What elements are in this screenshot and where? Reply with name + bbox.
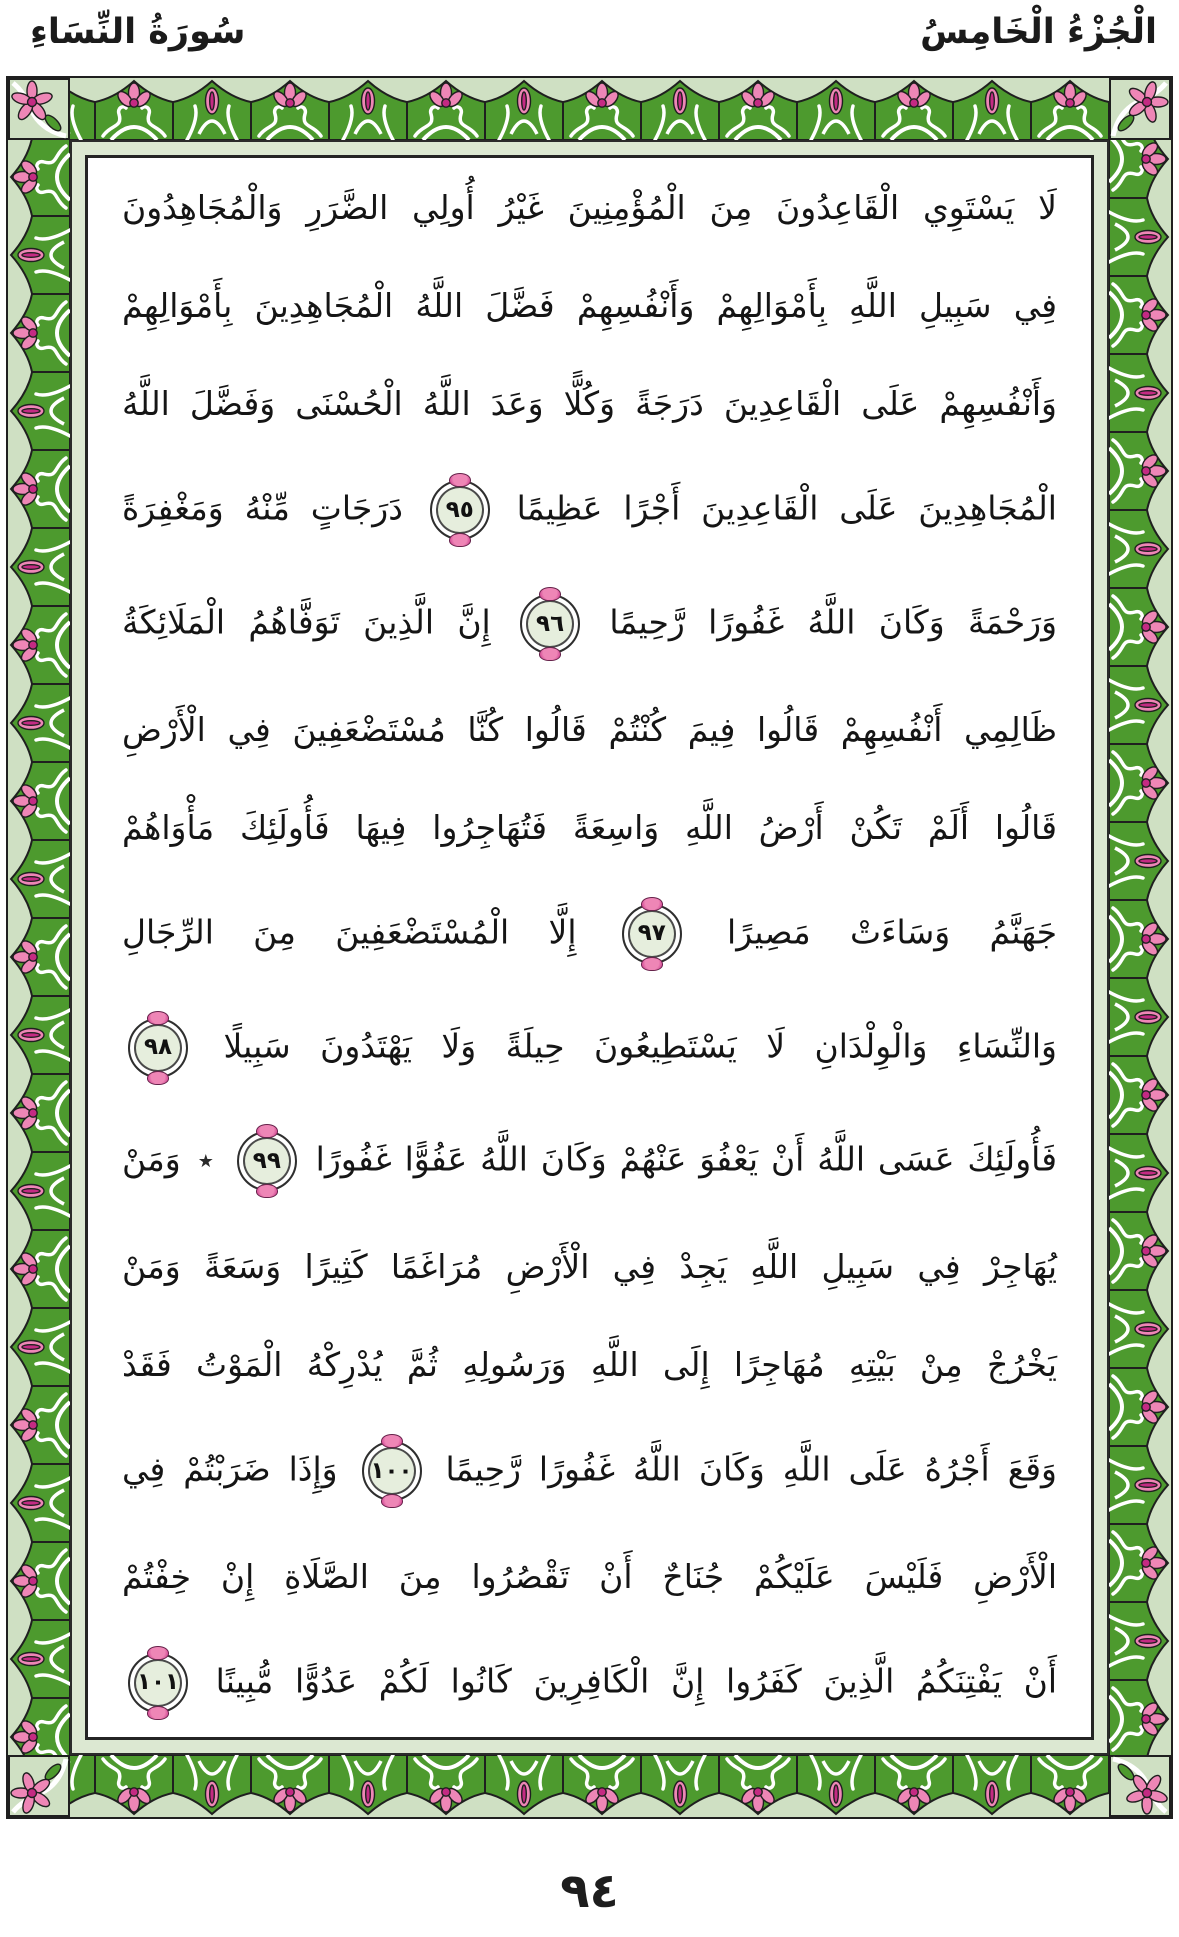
border-vine-flower-tile <box>1109 276 1171 354</box>
pink-bud-icon <box>1135 1478 1161 1491</box>
ayah-text: فَأُولَئِكَ عَسَى اللَّهُ أَنْ يَعْفُوَ عَنْهُمْ وَكَانَ اللَّهُ عَفُوًّا غَفُورًا <box>315 1139 1057 1179</box>
quran-line <box>122 708 1057 753</box>
border-strip-top <box>70 78 1109 140</box>
inner-margin-frame <box>70 140 1109 1755</box>
border-vine-bud-tile <box>8 840 70 918</box>
border-vine-bud-tile <box>329 1755 407 1817</box>
corner-ornament-bottom-left <box>8 1755 70 1817</box>
border-vine-flower-tile <box>95 78 173 140</box>
border-vine-flower-tile <box>95 1755 173 1817</box>
border-vine-flower-tile <box>875 78 953 140</box>
pink-bud-icon <box>986 88 999 114</box>
pink-bud-icon <box>1135 698 1161 711</box>
border-vine-bud-tile <box>1109 1602 1171 1680</box>
pink-bud-icon <box>206 88 219 114</box>
pink-bud-icon <box>674 1781 687 1807</box>
verse-number-badge: ١٠١ <box>128 1653 188 1713</box>
ayah-text: وَقَعَ أَجْرُهُ عَلَى اللَّهِ وَكَانَ اللَّهُ غَفُورًا رَّحِيمًا <box>445 1449 1057 1489</box>
border-vine-bud-tile <box>8 216 70 294</box>
border-vine-flower-tile <box>8 450 70 528</box>
pink-bud-icon <box>830 1781 843 1807</box>
border-vine-flower-tile <box>407 1755 485 1817</box>
ayah-text: إِنَّ الَّذِينَ تَوَفَّاهُمُ الْمَلَائِكَةُ <box>122 602 491 642</box>
ayah-text: دَرَجَاتٍ مِّنْهُ وَمَغْفِرَةً <box>122 488 403 528</box>
border-vine-flower-tile <box>8 762 70 840</box>
corner-ornament-top-right <box>1109 78 1171 140</box>
border-vine-flower-tile <box>719 78 797 140</box>
ayah-text: الْأَرْضِ فَلَيْسَ عَلَيْكُمْ جُنَاحٌ أَنْ تَقْصُرُوا مِنَ الصَّلَاةِ إِنْ خِفْتُمْ <box>122 1556 1057 1596</box>
pink-bud-icon <box>830 88 843 114</box>
quran-line <box>122 1245 1057 1290</box>
border-vine-flower-tile <box>251 1755 329 1817</box>
border-vine-bud-tile <box>8 528 70 606</box>
quran-line <box>122 1131 1057 1191</box>
border-vine-bud-tile <box>641 78 719 140</box>
ayah-text: الْمُجَاهِدِينَ عَلَى الْقَاعِدِينَ أَجْرًا عَظِيمًا <box>516 488 1057 528</box>
border-vine-flower-tile <box>1109 744 1171 822</box>
pink-bud-icon <box>18 248 44 261</box>
pink-bud-icon <box>1135 542 1161 555</box>
quran-line <box>122 1653 1057 1713</box>
corner-flower-ornament <box>1109 78 1171 140</box>
ayah-text: وَأَنْفُسِهِمْ عَلَى الْقَاعِدِينَ دَرَجَةً وَكُلًّا وَعَدَ اللَّهُ الْحُسْنَى وَفَضَّلَ اللَّهُ <box>122 384 1057 424</box>
ayah-text: جَهَنَّمُ وَسَاءَتْ مَصِيرًا <box>727 912 1057 952</box>
border-vine-flower-tile <box>8 140 70 216</box>
quran-lines <box>85 155 1094 1740</box>
pink-bud-icon <box>362 88 375 114</box>
pink-bud-icon <box>362 1781 375 1807</box>
pink-bud-icon <box>18 1496 44 1509</box>
pink-bud-icon <box>1135 1322 1161 1335</box>
pink-bud-icon <box>1135 1166 1161 1179</box>
border-strip-bottom <box>70 1755 1109 1817</box>
pink-bud-icon <box>986 1781 999 1807</box>
pink-bud-icon <box>18 716 44 729</box>
quran-line <box>122 284 1057 329</box>
border-vine-bud-tile <box>953 1755 1031 1817</box>
quran-line <box>122 186 1057 231</box>
border-vine-flower-tile <box>251 78 329 140</box>
border-vine-flower-tile <box>1109 140 1171 198</box>
border-vine-bud-tile <box>485 78 563 140</box>
quran-line <box>122 806 1057 851</box>
border-vine-flower-tile <box>1109 900 1171 978</box>
border-vine-flower-tile <box>1109 1524 1171 1602</box>
border-vine-bud-tile <box>485 1755 563 1817</box>
pink-bud-icon <box>1135 1010 1161 1023</box>
quran-line <box>122 1441 1057 1501</box>
verse-number-badge: ٩٥ <box>430 480 490 540</box>
border-vine-bud-tile <box>8 1464 70 1542</box>
ayah-text: ظَالِمِي أَنْفُسِهِمْ قَالُوا فِيمَ كُنْتُمْ قَالُوا كُنَّا مُسْتَضْعَفِينَ فِي الْأَرْضِ <box>122 709 1057 749</box>
pink-bud-icon <box>518 1781 531 1807</box>
rub-el-hizb-marker: ٭ <box>197 1142 214 1178</box>
ayah-text: يُهَاجِرْ فِي سَبِيلِ اللَّهِ يَجِدْ فِي الْأَرْضِ مُرَاغَمًا كَثِيرًا وَسَعَةً وَمَنْ <box>122 1246 1057 1286</box>
quran-line <box>122 1018 1057 1078</box>
border-vine-flower-tile <box>1031 1755 1109 1817</box>
pink-bud-icon <box>518 88 531 114</box>
border-vine-flower-tile <box>8 918 70 996</box>
border-vine-bud-tile <box>1109 666 1171 744</box>
corner-flower-ornament <box>8 78 70 140</box>
border-vine-bud-tile <box>1109 354 1171 432</box>
border-vine-bud-tile <box>797 1755 875 1817</box>
pink-bud-icon <box>18 1184 44 1197</box>
border-vine-flower-tile <box>563 1755 641 1817</box>
border-vine-bud-tile <box>329 78 407 140</box>
border-vine-flower-tile <box>1109 1680 1171 1756</box>
corner-flower-ornament <box>8 1755 70 1817</box>
border-vine-bud-tile <box>8 684 70 762</box>
verse-number-badge: ٩٦ <box>520 594 580 654</box>
page-number: ٩٤ <box>560 1863 619 1919</box>
ayah-text: وَرَحْمَةً وَكَانَ اللَّهُ غَفُورًا رَّحِيمًا <box>609 602 1058 642</box>
border-vine-flower-tile <box>1109 1212 1171 1290</box>
ayah-text: وَإِذَا ضَرَبْتُمْ فِي <box>122 1449 338 1489</box>
border-vine-flower-tile <box>8 294 70 372</box>
border-vine-flower-tile <box>1109 1368 1171 1446</box>
pink-bud-icon <box>1135 386 1161 399</box>
verse-number-badge: ٩٧ <box>622 904 682 964</box>
corner-ornament-top-left <box>8 78 70 140</box>
pink-bud-icon <box>1135 854 1161 867</box>
ornate-border-frame <box>6 76 1173 1819</box>
border-strip-left <box>8 140 70 1755</box>
border-strip-right <box>1109 140 1171 1755</box>
pink-bud-icon <box>18 560 44 573</box>
border-vine-bud-tile <box>1109 1134 1171 1212</box>
pink-bud-icon <box>206 1781 219 1807</box>
pink-bud-icon <box>18 1652 44 1665</box>
verse-number-badge: ٩٩ <box>237 1131 297 1191</box>
border-vine-flower-tile <box>8 1230 70 1308</box>
border-vine-bud-tile <box>953 78 1031 140</box>
border-vine-bud-tile <box>1109 198 1171 276</box>
ayah-text: وَالنِّسَاءِ وَالْوِلْدَانِ لَا يَسْتَطِيعُونَ حِيلَةً وَلَا يَهْتَدُونَ سَبِيلًا <box>223 1026 1057 1066</box>
pink-bud-icon <box>18 872 44 885</box>
juz-header: الْجُزْءُ الْخَامِسُ <box>920 12 1157 52</box>
border-vine-bud-tile <box>1109 510 1171 588</box>
surah-header: سُورَةُ النِّسَاءِ <box>30 12 246 52</box>
quran-line <box>122 480 1057 540</box>
border-vine-flower-tile <box>875 1755 953 1817</box>
quran-line <box>122 1343 1057 1388</box>
ayah-text: يَخْرُجْ مِنْ بَيْتِهِ مُهَاجِرًا إِلَى اللَّهِ وَرَسُولِهِ ثُمَّ يُدْرِكْهُ الْمَوْتُ فَقَدْ <box>122 1344 1057 1384</box>
verse-number-badge: ١٠٠ <box>362 1441 422 1501</box>
border-vine-flower-tile <box>8 1698 70 1756</box>
border-vine-flower-tile <box>1109 1056 1171 1134</box>
border-vine-flower-tile <box>407 78 485 140</box>
quran-line <box>122 382 1057 427</box>
pink-bud-icon <box>1135 230 1161 243</box>
border-vine-bud-tile <box>70 78 95 140</box>
pink-bud-icon <box>18 404 44 417</box>
border-vine-flower-tile <box>8 606 70 684</box>
quran-line <box>122 1555 1057 1600</box>
border-vine-bud-tile <box>8 372 70 450</box>
border-vine-flower-tile <box>719 1755 797 1817</box>
ayah-text: إِلَّا الْمُسْتَضْعَفِينَ مِنَ الرِّجَالِ <box>122 912 577 952</box>
border-vine-bud-tile <box>641 1755 719 1817</box>
ayah-text: وَمَنْ <box>122 1139 181 1179</box>
quran-line <box>122 594 1057 654</box>
pink-bud-icon <box>1135 1634 1161 1647</box>
border-vine-bud-tile <box>173 1755 251 1817</box>
border-vine-bud-tile <box>173 78 251 140</box>
border-vine-bud-tile <box>797 78 875 140</box>
corner-flower-ornament <box>1109 1755 1171 1817</box>
border-vine-bud-tile <box>1109 978 1171 1056</box>
ayah-text: أَنْ يَفْتِنَكُمُ الَّذِينَ كَفَرُوا إِنَّ الْكَافِرِينَ كَانُوا لَكُمْ عَدُوًّا مُّبِينًا <box>215 1661 1057 1701</box>
border-vine-flower-tile <box>563 78 641 140</box>
border-vine-bud-tile <box>1109 1446 1171 1524</box>
corner-ornament-bottom-right <box>1109 1755 1171 1817</box>
border-vine-flower-tile <box>8 1542 70 1620</box>
border-vine-bud-tile <box>8 996 70 1074</box>
border-vine-flower-tile <box>8 1386 70 1464</box>
ayah-text: لَا يَسْتَوِي الْقَاعِدُونَ مِنَ الْمُؤْمِنِينَ غَيْرُ أُولِي الضَّرَرِ وَالْمُجَاهِدُونَ <box>122 188 1057 227</box>
border-vine-flower-tile <box>1109 432 1171 510</box>
pink-bud-icon <box>18 1340 44 1353</box>
border-vine-bud-tile <box>70 1755 95 1817</box>
pink-bud-icon <box>18 1028 44 1041</box>
ayah-text: فِي سَبِيلِ اللَّهِ بِأَمْوَالِهِمْ وَأَنْفُسِهِمْ فَضَّلَ اللَّهُ الْمُجَاهِدِينَ بِأَمْوَالِهِمْ <box>122 286 1057 326</box>
border-vine-bud-tile <box>8 1620 70 1698</box>
ayah-text: قَالُوا أَلَمْ تَكُنْ أَرْضُ اللَّهِ وَاسِعَةً فَتُهَاجِرُوا فِيهَا فَأُولَئِكَ مَأْوَاهُمْ <box>122 807 1057 847</box>
pink-bud-icon <box>674 88 687 114</box>
quran-line <box>122 904 1057 964</box>
verse-number-badge: ٩٨ <box>128 1018 188 1078</box>
border-vine-flower-tile <box>1109 588 1171 666</box>
border-vine-flower-tile <box>8 1074 70 1152</box>
border-vine-flower-tile <box>1031 78 1109 140</box>
border-vine-bud-tile <box>8 1152 70 1230</box>
border-vine-bud-tile <box>1109 822 1171 900</box>
border-vine-bud-tile <box>1109 1290 1171 1368</box>
border-vine-bud-tile <box>8 1308 70 1386</box>
